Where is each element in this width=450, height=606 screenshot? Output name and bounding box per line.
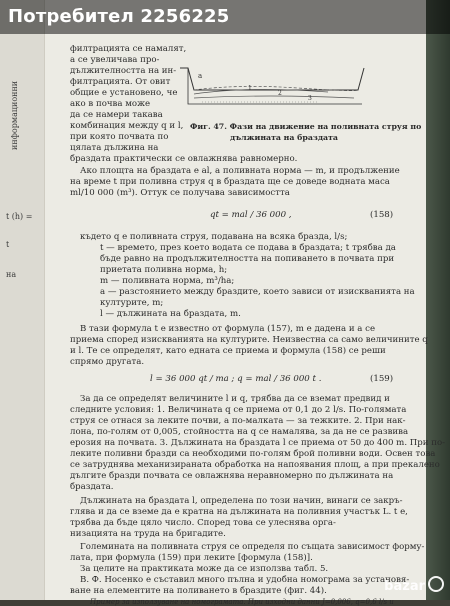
text-line: филтрацията. От овит [70, 77, 171, 87]
text-line: В. Ф. Носенко е съставил много пълна и удобна номограма за установя- [80, 575, 410, 585]
text-line: общие е установено, че [70, 88, 178, 98]
text-line: лона, по-голям от 0,005, стойността на q се намалява, за да не се развива [70, 427, 409, 437]
figure-label: 1 [248, 85, 252, 92]
text-line: За да се определят величините l и q, трябва да се вземат предвид и [80, 394, 390, 404]
text-line: леките поливни бразди са необходими по-голям брой поливни води. Освен това [70, 449, 436, 459]
figure-caption-line: дължината на браздата [230, 133, 338, 142]
text-line: дължителността на ин- [70, 66, 177, 76]
text-line: да се намери такава [70, 110, 163, 120]
text-line: на време t при поливна струя q в браздата ще се доведе водната маса [70, 177, 390, 187]
figure-caption-line: Фиг. 47. Фази на движение на поливната струя по [190, 122, 422, 131]
text-line: се затруднява механизираната обработка на напоявания площ, а при прекалено [70, 460, 440, 470]
facing-page-edge [0, 0, 45, 600]
text-line: комбинация между q и l, [70, 121, 184, 131]
text-line: За целите на практиката може да се използва табл. 5. [80, 564, 329, 574]
text-line: t — времето, през което водата се подава в браздата; t трябва да [100, 243, 396, 253]
text-line: лата, при формула (159) при леките [формула (158)]. [70, 553, 313, 563]
text-line: глява и да се вземе да е кратна на дължината на поливния участък L. t е, [70, 507, 408, 517]
seller-title: Потребител 2256225 [8, 6, 230, 27]
equation-number: (159) [370, 374, 394, 384]
text-line: низацията на труда на бригадите. [70, 529, 226, 539]
bazar-watermark [384, 576, 444, 594]
text-line: където q е поливната струя, подавана на всяка бразда, l/s; [80, 232, 348, 242]
facing-page-fragment: на [6, 270, 17, 279]
equation-159: l = 36 000 qt / ma ; q = mal / 36 000 t . [150, 374, 322, 384]
text-line: a — разстоянието между браздите, което зависи от изискванията на [100, 287, 415, 297]
text-line: браздата практически се овлажнява равномерно. [70, 154, 298, 164]
facing-page-fragment: t [6, 240, 10, 249]
watermark-text: bazar [384, 579, 425, 594]
text-line: m — поливната норма, m³/ha; [100, 276, 235, 286]
seller-banner [0, 0, 450, 34]
text-line: В тази формула t е известно от формула (157), m е дадена и a се [80, 324, 376, 334]
text-line: спрямо другата. [70, 357, 145, 367]
text-line: дългите бразди почвата се овлажнява неравномерно по дължината на [70, 471, 394, 481]
facing-page-rotated-text: информационни [10, 80, 19, 150]
text-line: а се увеличава про- [70, 55, 160, 65]
figure-label: 2 [278, 90, 282, 97]
text-line: бъде равно на продължителността на попиването в почвата при [100, 254, 395, 264]
watermark-logo-icon [428, 576, 444, 592]
text-line: цялата дължина на [70, 143, 159, 153]
furrow-figure [178, 60, 368, 116]
text-line: Ако площта на браздата е al, а поливната норма — m, и продължение [80, 166, 400, 176]
text-line: при която почвата по [70, 132, 169, 142]
text-line: приетата поливна норма, h; [100, 265, 228, 275]
text-line: ване на елементите на поливането в браздите (фиг. 44). [70, 586, 327, 596]
text-line: следните условия: 1. Величината q се приема от 0,1 до 2 l/s. По-голямата [70, 405, 407, 415]
text-line: културите, m; [100, 298, 164, 308]
text-line: приема според изискванията на културите. Неизвестна са само величините q [70, 335, 428, 345]
footnote-line: Пример за използуване на номограмата. При изходни данни J=0,006, q=0,6 l/s и [90, 598, 394, 606]
figure-label: a [198, 72, 203, 80]
text-line: трябва да бъде цяло число. Според това се улеснява орга- [70, 518, 336, 528]
facing-page-fragment: t (h) = [6, 212, 33, 221]
text-line: струя се отнася за леките почви, а по-малката — за тежките. 2. При нак- [70, 416, 406, 426]
text-line: ml/10 000 (m³). Оттук се получава зависимостта [70, 188, 290, 198]
figure-label: 3 [308, 95, 312, 102]
text-line: Големината на поливната струя се определя по същата зависимост форму- [80, 542, 425, 552]
book-cover-edge [424, 0, 450, 600]
equation-number: (158) [370, 210, 394, 220]
text-line: Дължината на браздата l, определена по този начин, винаги се закръ- [80, 496, 403, 506]
text-line: ако в почва може [70, 99, 151, 109]
equation-158: qt = mal / 36 000 , [210, 210, 292, 220]
text-line: l — дължината на браздата, m. [100, 309, 241, 319]
text-line: и l. Те се определят, като едната се приема и формула (158) се реши [70, 346, 386, 356]
text-line: ерозия на почвата. 3. Дължината на браздата l се приема от 50 до 400 m. При по- [70, 438, 446, 448]
text-line: филтрацията се намалят, [70, 44, 187, 54]
text-line: браздата. [70, 482, 114, 492]
